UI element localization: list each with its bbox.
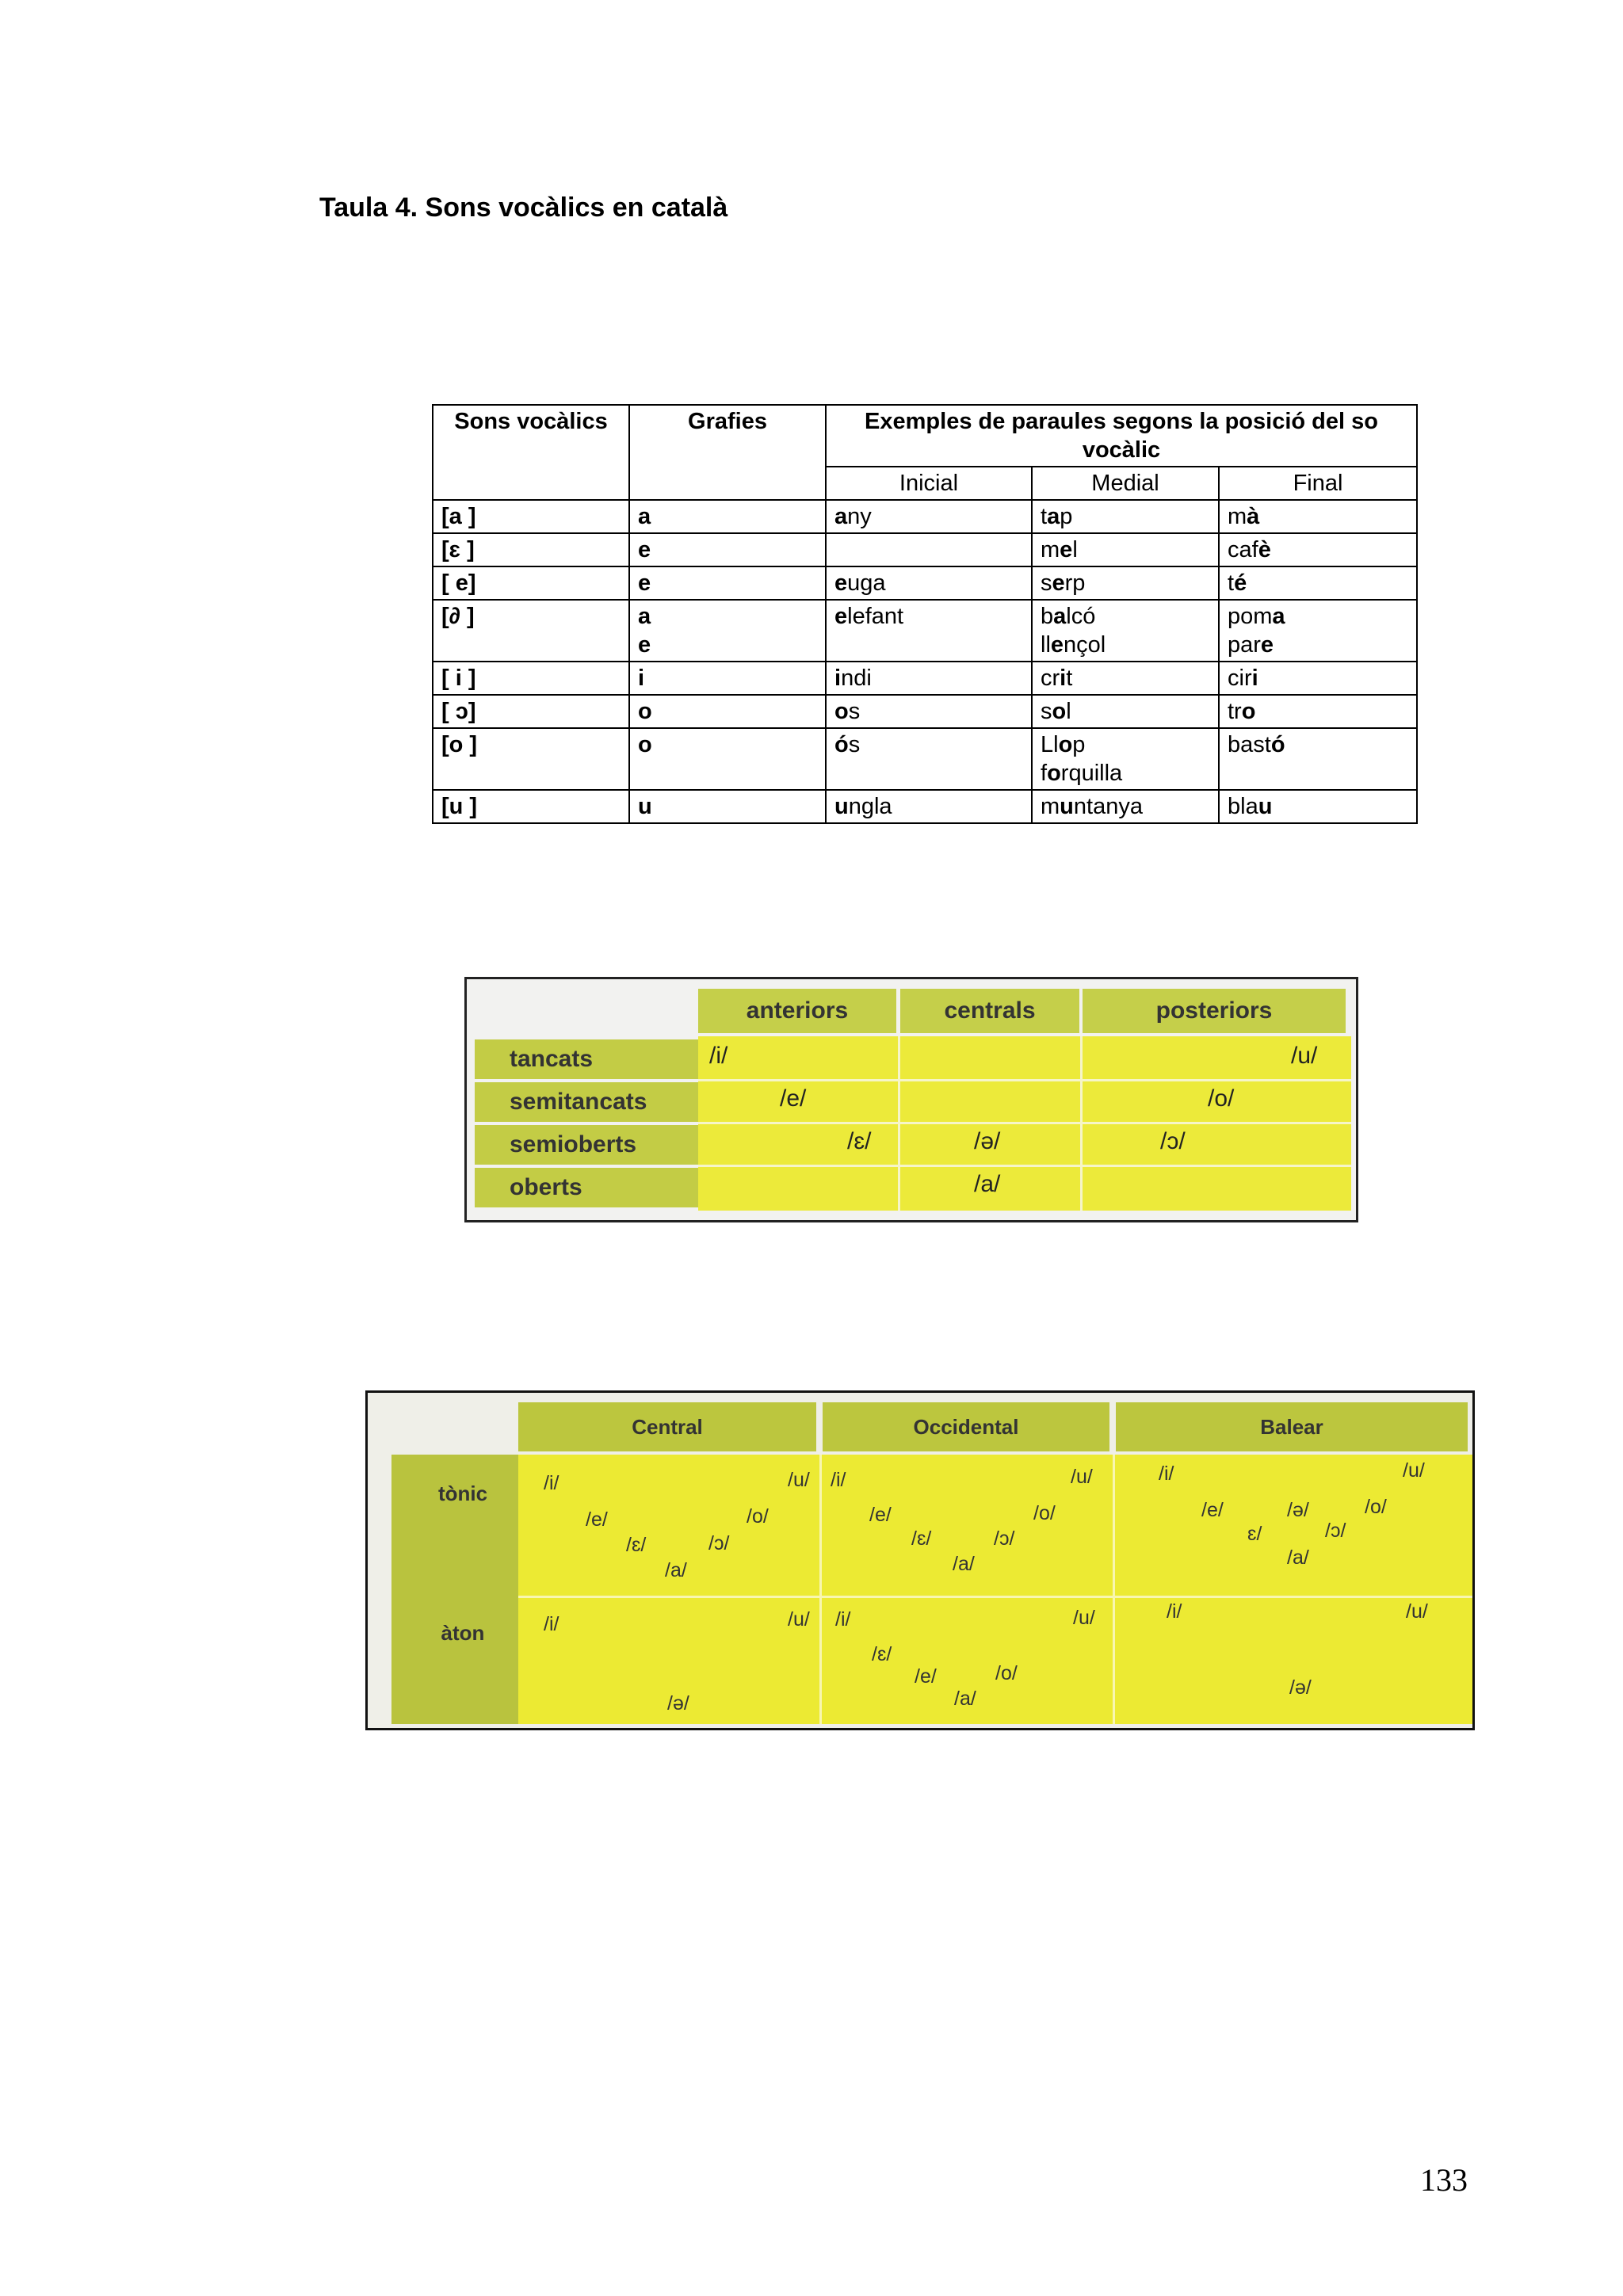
word-part: bla [1228,794,1258,819]
example-word [834,569,1023,597]
example-word [834,730,1023,759]
final-cell [1219,662,1417,695]
occidental-tonic-e: /e/ [869,1504,892,1526]
phoneme-u: /u/ [1291,1043,1318,1069]
sound-cell: [u ] [433,790,629,823]
phoneme-epsilon: /ɛ/ [847,1128,872,1154]
word-part: tr [1228,699,1242,724]
col-posteriors: posteriors [1083,989,1346,1033]
highlighted-vowel: ó [834,732,849,757]
highlighted-vowel: e [1050,632,1064,658]
table-row [433,600,1417,662]
final-cell [1219,600,1417,662]
header-exemples: Exemples de paraules segons la posició del so vocàlic [826,405,1417,467]
occidental-aton-i: /i/ [835,1608,851,1630]
table-row [433,533,1417,566]
phoneme-o: /o/ [1208,1085,1235,1112]
row-aton: àton [441,1621,485,1645]
table-row [433,566,1417,600]
word-part: caf [1228,537,1258,563]
example-word [1041,759,1210,788]
word-part: t [1066,666,1073,691]
final-cell [1219,500,1417,533]
grapheme-cell [629,600,826,662]
word-part: cir [1228,666,1252,691]
grapheme: o [638,732,652,757]
example-word [1041,792,1210,821]
word-part: par [1228,632,1261,658]
word-part: p [1072,732,1086,757]
sound-cell: [ɛ ] [433,533,629,566]
highlighted-vowel: e [834,570,848,596]
example-word [1228,631,1408,659]
grapheme-cell [629,533,826,566]
grid-line [518,1596,1475,1598]
table-row [433,500,1417,533]
sound-cell: [a ] [433,500,629,533]
example-word [834,697,1023,726]
sound-cell: [ e] [433,566,629,600]
col-occidental: Occidental [823,1402,1109,1451]
occidental-tonic-open-o: /ɔ/ [994,1527,1015,1550]
word-part: ntanya [1073,794,1143,819]
occidental-tonic-o: /o/ [1033,1502,1056,1524]
word-part: rp [1064,570,1086,596]
example-word [1228,730,1408,759]
phoneme-i: /i/ [709,1043,728,1069]
central-tonic-i: /i/ [544,1472,559,1494]
vowel-sounds-table [432,404,1418,824]
word-part: lefant [847,604,904,629]
example-word [1228,697,1408,726]
occidental-aton-o: /o/ [995,1662,1018,1684]
highlighted-vowel: u [1258,794,1273,819]
highlighted-vowel: u [834,794,849,819]
central-aton-i: /i/ [544,1613,559,1635]
initial-cell [826,600,1032,662]
highlighted-vowel: a [1053,604,1067,629]
word-part: s [848,699,861,724]
col-centrals: centrals [900,989,1079,1033]
word-part: bast [1228,732,1271,757]
table-body [433,500,1417,823]
grapheme-cell [629,500,826,533]
medial-cell [1032,600,1219,662]
highlighted-vowel: o [834,699,849,724]
initial-cell [826,790,1032,823]
grapheme: u [638,794,652,819]
highlighted-vowel: o [1047,761,1061,786]
highlighted-vowel: i [834,666,842,691]
row-oberts: oberts [475,1168,698,1207]
highlighted-vowel: é [1234,570,1247,596]
central-tonic-epsilon: /ɛ/ [626,1534,647,1556]
central-tonic-e: /e/ [586,1508,608,1531]
occidental-tonic-epsilon: /ɛ/ [911,1527,932,1550]
header-grafies: Grafies [629,405,826,500]
sound-cell: [o ] [433,728,629,790]
table-row [433,790,1417,823]
central-aton-u: /u/ [788,1608,810,1630]
grapheme: i [638,666,645,691]
example-word [1041,697,1210,726]
example-word [1041,730,1210,759]
grid-line [698,1122,1351,1124]
word-part: ll [1041,632,1051,658]
col-anteriors: anteriors [698,989,896,1033]
table-title: Taula 4. Sons vocàlics en català [319,193,728,223]
example-word [834,502,1023,531]
initial-cell [826,533,1032,566]
grid-line [898,1036,900,1211]
phoneme-a: /a/ [974,1171,1001,1197]
word-part: lcó [1066,604,1096,629]
table-row [433,662,1417,695]
word-part: ndi [841,666,872,691]
sound-cell: [∂ ] [433,600,629,662]
grapheme: o [638,699,652,724]
final-cell [1219,695,1417,728]
example-word [1041,664,1210,692]
header-sons: Sons vocàlics [433,405,629,500]
initial-cell [826,662,1032,695]
occidental-aton-e: /e/ [915,1665,937,1688]
word-part: f [1041,761,1048,786]
medial-cell [1032,662,1219,695]
medial-cell [1032,566,1219,600]
balear-tonic-a: /a/ [1287,1547,1309,1569]
highlighted-vowel: i [1060,666,1067,691]
example-word [1228,502,1408,531]
col-central: Central [518,1402,816,1451]
balear-tonic-epsilon: ɛ/ [1247,1523,1262,1545]
grid-line [819,1455,822,1724]
highlighted-vowel: e [1260,632,1274,658]
phoneme-schwa: /ə/ [974,1128,1001,1154]
word-part: p [1060,504,1073,529]
medial-cell [1032,790,1219,823]
balear-tonic-e: /e/ [1201,1499,1224,1521]
occidental-tonic-a: /a/ [953,1553,975,1575]
word-part: pom [1228,604,1273,629]
highlighted-vowel: o [1241,699,1256,724]
grapheme: e [638,570,651,596]
highlighted-vowel: o [1052,699,1067,724]
word-part: m [1228,504,1247,529]
occidental-aton-u: /u/ [1073,1607,1095,1629]
balear-tonic-schwa: /ə/ [1287,1499,1309,1521]
word-part: cr [1041,666,1060,691]
highlighted-vowel: a [834,504,848,529]
central-tonic-open-o: /ɔ/ [708,1532,730,1554]
word-part: s [1041,570,1052,596]
col-balear: Balear [1116,1402,1468,1451]
grapheme: a [638,504,651,529]
medial-cell [1032,695,1219,728]
word-part: m [1041,537,1060,563]
phoneme-e: /e/ [780,1085,807,1112]
example-word [1228,792,1408,821]
final-cell [1219,566,1417,600]
grid-line [1113,1455,1115,1724]
example-word [1228,664,1408,692]
example-word [1041,536,1210,564]
word-part: Ll [1041,732,1059,757]
example-word [834,602,1023,631]
word-part: m [1041,794,1060,819]
balear-tonic-i: /i/ [1159,1463,1174,1485]
final-cell [1219,533,1417,566]
occidental-tonic-i: /i/ [831,1469,846,1491]
balear-aton-schwa: /ə/ [1289,1676,1312,1699]
grid-line [698,1079,1351,1081]
example-word [1041,502,1210,531]
initial-cell [826,566,1032,600]
initial-cell [826,728,1032,790]
example-word [834,664,1023,692]
word-part: b [1041,604,1054,629]
balear-tonic-o: /o/ [1365,1496,1387,1518]
example-word [1041,602,1210,631]
grapheme-cell [629,695,826,728]
initial-cell [826,500,1032,533]
word-part: ngla [848,794,892,819]
table-row [433,695,1417,728]
grapheme: e [638,632,651,658]
word-part: ny [847,504,872,529]
highlighted-vowel: è [1258,537,1271,563]
dialect-vowel-chart [365,1390,1475,1730]
occidental-tonic-u: /u/ [1071,1466,1093,1488]
central-tonic-o: /o/ [747,1505,769,1527]
highlighted-vowel: ó [1270,732,1285,757]
highlighted-vowel: e [1060,537,1073,563]
word-part: s [1041,699,1052,724]
highlighted-vowel: u [1060,794,1074,819]
phoneme-open-o: /ɔ/ [1160,1128,1186,1154]
highlighted-vowel: a [1047,504,1060,529]
sound-cell: [ ɔ] [433,695,629,728]
header-final: Final [1219,467,1417,500]
row-semitancats: semitancats [475,1082,698,1122]
example-word [1228,602,1408,631]
occidental-aton-epsilon: /ɛ/ [872,1643,892,1665]
page-number: 133 [1420,2162,1468,2198]
central-tonic-a: /a/ [665,1559,687,1581]
word-part: l [1066,699,1071,724]
example-word [834,792,1023,821]
example-word [1041,631,1210,659]
row-tancats: tancats [475,1039,698,1079]
grapheme-cell [629,728,826,790]
grid-line [698,1165,1351,1167]
row-semioberts: semioberts [475,1125,698,1165]
balear-tonic-u: /u/ [1403,1459,1425,1482]
word-part: nçol [1064,632,1106,658]
balear-aton-i: /i/ [1167,1600,1182,1623]
word-part: uga [847,570,886,596]
medial-cell [1032,500,1219,533]
word-part: l [1072,537,1078,563]
highlighted-vowel: a [1272,604,1285,629]
highlighted-vowel: à [1247,504,1260,529]
example-word [1228,536,1408,564]
example-word [1228,569,1408,597]
word-part: rquilla [1060,761,1123,786]
central-tonic-u: /u/ [788,1469,810,1491]
grapheme: e [638,537,651,563]
medial-cell [1032,728,1219,790]
occidental-aton-a: /a/ [954,1688,976,1710]
grapheme-cell [629,566,826,600]
final-cell [1219,728,1417,790]
central-aton-schwa: /ə/ [667,1692,689,1714]
grapheme: a [638,604,651,629]
final-cell [1219,790,1417,823]
highlighted-vowel: e [1052,570,1065,596]
highlighted-vowel: e [834,604,848,629]
balear-aton-u: /u/ [1406,1600,1428,1623]
word-part: t [1041,504,1048,529]
initial-cell [826,695,1032,728]
example-word [1041,569,1210,597]
highlighted-vowel: o [1058,732,1073,757]
table-row [433,728,1417,790]
header-inicial: Inicial [826,467,1032,500]
grid-line [1080,1036,1083,1211]
row-tonic: tònic [437,1482,488,1505]
sound-cell: [ i ] [433,662,629,695]
grapheme-cell [629,662,826,695]
header-medial: Medial [1032,467,1219,500]
word-part: t [1228,570,1235,596]
grapheme-cell [629,790,826,823]
highlighted-vowel: i [1251,666,1258,691]
medial-cell [1032,533,1219,566]
word-part: s [848,732,861,757]
balear-tonic-open-o: /ɔ/ [1325,1520,1346,1542]
vowel-chart-openness [464,977,1358,1222]
